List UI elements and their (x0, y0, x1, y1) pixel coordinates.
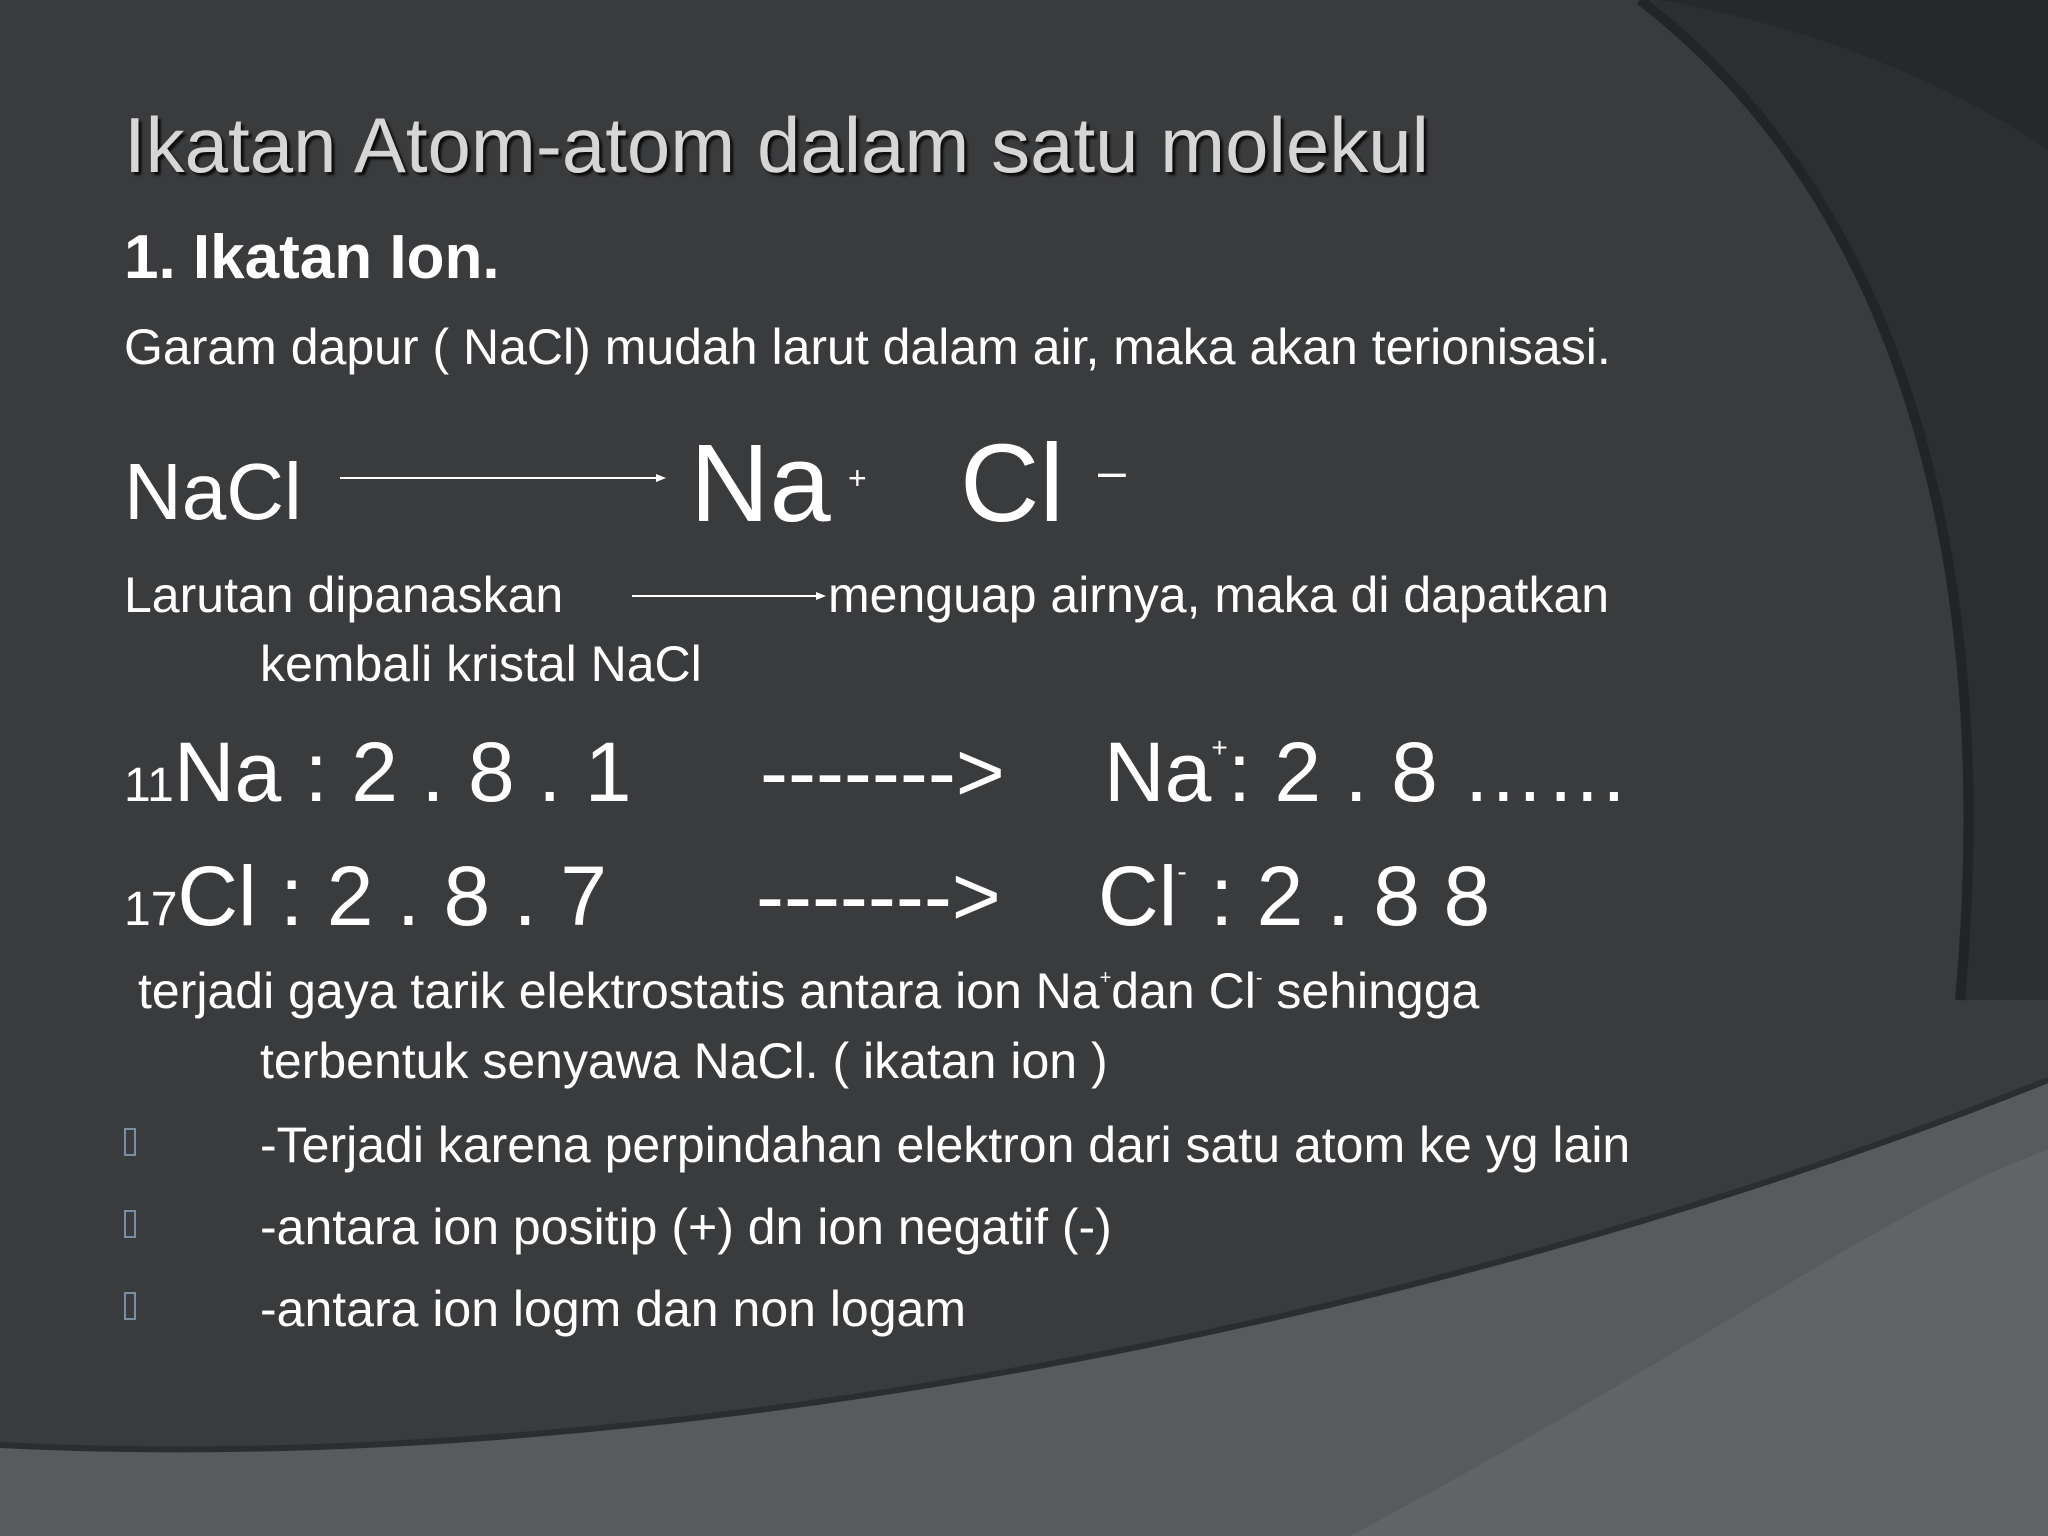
na-ion-config: : 2 . 8 …… (1227, 725, 1630, 819)
reaction-arrow (338, 468, 668, 488)
bullet-marker-icon (124, 1128, 136, 1156)
bullet-marker-icon (124, 1292, 136, 1320)
larutan-text-start: Larutan dipanaskan (124, 567, 564, 623)
na-symbol: Na (173, 725, 282, 819)
na-config: : 2 . 8 . 1 (281, 725, 632, 819)
cl-ion-symbol: Cl (1098, 849, 1178, 943)
terjadi-line (138, 962, 1479, 1020)
bullet-item: -antara ion positip (+) dn ion negatif (-) (260, 1199, 1112, 1255)
equation-cation: Na (690, 422, 831, 545)
na-ion-symbol: Na (1104, 725, 1212, 819)
na-configuration (124, 724, 631, 821)
bullet-marker-icon (124, 1210, 136, 1238)
equation-anion: Cl (960, 422, 1064, 545)
cl-ion-charge: - (1177, 856, 1187, 887)
terjadi-plus: + (1099, 967, 1112, 989)
terjadi-part3: sehingga (1262, 963, 1480, 1019)
terjadi-minus: - (1255, 967, 1263, 989)
cation-charge: + (848, 460, 867, 496)
cl-arrow: -------> (756, 849, 1001, 943)
na-arrow: -------> (760, 725, 1005, 819)
bullet-item: -antara ion logm dan non logam (260, 1281, 967, 1337)
terjadi-line-2: terbentuk senyawa NaCl. ( ikatan ion ) (260, 1033, 1108, 1089)
equation-reactant: NaCl (124, 447, 302, 536)
cl-ion-configuration (1098, 848, 1490, 945)
cl-config: : 2 . 8 . 7 (256, 849, 607, 943)
cl-ion-config: : 2 . 8 8 (1186, 849, 1491, 943)
cl-configuration (124, 848, 607, 945)
slide-title: Ikatan Atom-atom dalam satu molekul (124, 101, 1429, 189)
anion-charge: – (1098, 443, 1126, 499)
cl-symbol: Cl (177, 849, 257, 943)
larutan-text-end: kembali kristal NaCl (260, 636, 702, 692)
heating-arrow (630, 586, 830, 606)
bullet-item: -Terjadi karena perpindahan elektron dari satu atom ke yg lain (260, 1117, 1631, 1173)
larutan-text-middle: menguap airnya, maka di dapatkan (828, 567, 1610, 623)
na-atomic-number: 11 (124, 759, 174, 812)
terjadi-part1: terjadi gaya tarik elektrostatis antara ion Na (138, 963, 1100, 1019)
cl-atomic-number: 17 (124, 883, 178, 936)
section-heading: 1. Ikatan Ion. (124, 223, 500, 292)
na-ion-charge: + (1211, 732, 1228, 763)
na-ion-configuration (1104, 724, 1629, 821)
intro-paragraph: Garam dapur ( NaCl) mudah larut dalam air, maka akan terionisasi. (124, 319, 1611, 375)
terjadi-part2: dan Cl (1111, 963, 1256, 1019)
